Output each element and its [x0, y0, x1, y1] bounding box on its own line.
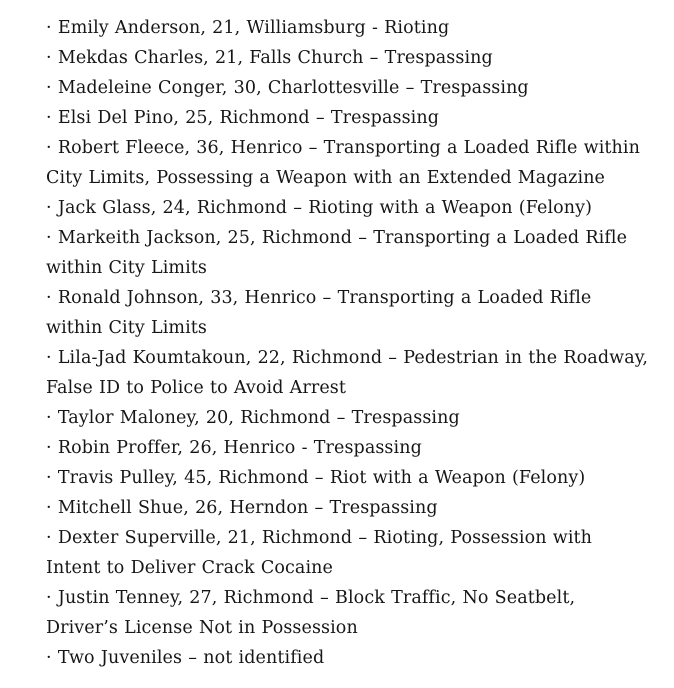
arrest-list-item: · Robin Proffer, 26, Henrico - Trespassing: [46, 438, 422, 458]
arrest-list-item: · Taylor Maloney, 20, Richmond – Trespassing: [46, 408, 460, 428]
arrest-list-item: · Ronald Johnson, 33, Henrico – Transporting a Loaded Rifle within City Limits: [46, 288, 592, 338]
arrest-list-item: · Two Juveniles – not identified: [46, 648, 325, 668]
arrest-list-item: · Markeith Jackson, 25, Richmond – Transporting a Loaded Rifle within City Limits: [46, 228, 628, 278]
arrest-list-item: · Lila-Jad Koumtakoun, 22, Richmond – Pedestrian in the Roadway, False ID to Police to Avoid Arrest: [46, 348, 649, 398]
arrest-list-item: · Justin Tenney, 27, Richmond – Block Traffic, No Seatbelt, Driver’s License Not in Possession: [46, 588, 576, 638]
arrest-list-item: · Dexter Superville, 21, Richmond – Rioting, Possession with Intent to Deliver Crack Cocaine: [46, 528, 593, 578]
arrest-list-item: · Emily Anderson, 21, Williamsburg - Rioting: [46, 18, 450, 38]
arrest-list-item: · Travis Pulley, 45, Richmond – Riot with a Weapon (Felony): [46, 468, 586, 488]
arrest-list-item: · Mekdas Charles, 21, Falls Church – Trespassing: [46, 48, 493, 68]
arrest-list-item: · Mitchell Shue, 26, Herndon – Trespassing: [46, 498, 438, 518]
arrest-list-item: · Madeleine Conger, 30, Charlottesville – Trespassing: [46, 78, 529, 98]
arrest-list-item: · Jack Glass, 24, Richmond – Rioting with a Weapon (Felony): [46, 198, 593, 218]
arrest-list-item: · Robert Fleece, 36, Henrico – Transporting a Loaded Rifle within City Limits, Possessing a Weapon with an Extended Magazine: [46, 138, 640, 188]
arrest-list-item: · Elsi Del Pino, 25, Richmond – Trespassing: [46, 108, 440, 128]
